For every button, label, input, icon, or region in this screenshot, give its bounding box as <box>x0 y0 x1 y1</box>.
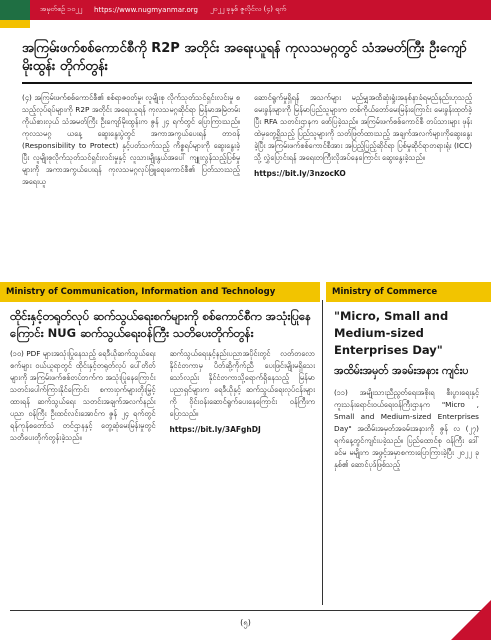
article-headline: အကြမ်းဖက်စစ်ကောင်စီကို R2P အတိုင်း အရေးယူရန် ကုလသမဂ္ဂတွင် သံအမတ်ကြီး ဦးကျော်မိုးထွန်း တိုက်တွန်း <box>22 41 467 74</box>
article-title-english: "Micro, Small and Medium-sized Enterprises Day" <box>334 309 449 357</box>
column-divider <box>322 300 323 605</box>
article-body <box>10 348 315 444</box>
article-r2p <box>22 40 472 188</box>
article-body: (၁၁) အမျိုးသားညီညွတ်ရေးအစိုးရ စီးပွားရေးနှင့်ကူးသန်းရောင်းဝယ်ရေးဝန်ကြီးဌာနက "Micro , Small and Medium-sized Enterprises Day" အထိမ်းအမှတ်အခမ်းအနားကို ဇွန် လ (၂၇) ရက်နေ့တွင်ကျင်းပခဲ့သည်။ ပြည်ထောင်စု ဝန်ကြီး ဒေါ်ခင်မ မမျိုးက အဖွင့်အမှာစကားပြောကြားခဲ့ပြီး ၂၀၂၂ ခုနှစ်၏ ဆောင်ပုဒ်ဖြစ်သည့် <box>334 388 479 469</box>
article-link[interactable]: https://bit.ly/3AFghDJ <box>169 425 261 434</box>
article-column-right-text: ဆောင်ရွက်မှုရှိရန် အသက်များ မည်မျှအထိဆုံးရှုံးအနစ်နာခံရမည်နည်းဟုသည့် မေးခွန်းများကို မြန်မာပြည်သူများက တစ်ကိုယ်တော်မေးမြန်းကြောင်း မေးခွန်းထုတ်ခဲ့ပြီး RFA သတင်းဌာနက ဖော်ပြခဲ့သည်။ အကြမ်းဖက်စစ်ကောင်စီ တပ်သားများ ဖုန်းထဲမှတွေ့ရှိသည့် ပြည်သူများကို သတ်ဖြတ်ထားသည့် အချက်အလက်များကိုဆွေးနွေးခဲ့ပြီး အကြမ်းဖက်စစ်ကောင်စီအား အပြည့်ပြည့်ဆိုင်ရာ ပြစ်မှုဆိုင်ရာတရားရုံး (ICC) သို့ လွှဲပြောင်းရန် အရေးတကြီးလိုအပ်နေကြောင်း ဆွေးနွေးခဲ့သည်။ <box>254 93 472 162</box>
issue-number: အမှတ်စဉ် ၁၀၂၂ <box>40 5 83 13</box>
article-column-left: (၁၀) PDF များအသုံးပြုနေသည့် ရေဒီယိုဆက်သွယ်ရေးစက်များ ဝယ်ယူရာတွင် ထိုင်းနှင့်တရုတ်လုပ် ပေါ်တိတ်များကို အကြမ်းဖက်စစ်တပ်ဘက်က အသုံးပြုနေကြောင်း သတင်းပေါက်ကြားနိုင်ကြောင်း စကားဝှက်များတိုးမြှင့်ထားရန် ဆက်သွယ်ရေး သတင်းအချက်အလက်နည်းပညာ ဝန်ကြီး ဦးထင်လင်းအောင်က ဇွန် ၂၄ ရက်တွင် ရန်ကုန်စတော်သံ တင်ဌာနနှင့် တွေ့ဆုံမေးမြန်းမှုတွင် သတိပေးတိုက်တွန်းခဲ့သည်။ <box>10 349 156 442</box>
footer-divider <box>10 610 481 611</box>
divider <box>22 82 472 84</box>
corner-decoration <box>451 600 491 640</box>
page-number: (၅) <box>240 618 251 627</box>
flag-emblem <box>0 0 30 28</box>
article-communications <box>10 308 315 444</box>
ministry-banner-commerce: Ministry of Commerce <box>326 282 491 302</box>
article-column-right-text: ဆက်သွယ်ရေးနှင့်နည်းပညာအပိုင်းတွင် လတ်တလော နိုင်ငံတကာမှ ပိတ်ဆို့ကိုက်ညီ ပေးဖြင်းမျိုးမရှိသေးသော်လည်း နိုင်ငံတကာသို့ရောက်ရှိနေသည့် မြန်မာပညာရှင်များက ရေဒီယိုနှင့် ဆက်သွယ်ရေးလုပ်ငန်းများကို ဝိုင်းဝန်းဆောင်ရွက်ပေးနေကြောင်း ဝန်ကြီးကပြောသည်။ <box>169 349 315 418</box>
article-headline: ထိုင်းနှင့်တရုတ်လုပ် ဆက်သွယ်ရေးစက်များကို စစ်ကောင်စီက အသုံးပြုနေကြောင်း NUG ဆက်သွယ်ရေးဝန်ကြီး သတိပေးတိုက်တွန်း <box>10 309 312 340</box>
website-link[interactable]: https://www.nugmyanmar.org <box>94 6 198 14</box>
article-msme-day <box>334 308 479 471</box>
article-column-right <box>254 92 472 188</box>
top-bar <box>0 0 491 20</box>
article-title-myanmar: အထိမ်းအမှတ် အခမ်းအနား ကျင်းပ <box>334 365 469 377</box>
ministry-banner-communication: Ministry of Communication, Information and Technology <box>0 282 320 302</box>
article-body <box>22 92 472 188</box>
article-link[interactable]: https://bit.ly/3nzocKO <box>254 169 346 178</box>
issue-date: ၂၀၂၂ ခုနှစ် ဇူလိုင်လ (၄) ရက် <box>209 5 287 13</box>
article-column-right <box>170 348 316 444</box>
article-column-left: (၄) အကြမ်းဖက်စစ်ကောင်စီ၏ စစ်ရာဇဝတ်မှု၊ လူမျိုးစု လိုက်သုတ်သင်ရှင်းလင်းမှု စသည့်လုပ်ရပ်များကို R2P အတိုင်း အရေးယူရန် ကုလသမဂ္ဂဆိုင်ရာ မြန်မာအမြဲတမ်း ကိုယ်စားလှယ် သံအမတ်ကြီး ဦးကျော်မိုးထွန်းက ဇွန် ၂၄ ရက်တွင် ပြောကြားသည်။ ကုလသမဂ္ဂ ယနေ့ ဆွေးနွေးပွဲတွင် အကာအကွယ်ပေးရန် တာဝန် (Responsibility to Protect) နှင့်ပတ်သက်သည့် ကိစ္စရပ်များကို ဆွေးနွေးခဲ့ပြီး လူမျိုးစုလိုက်သုတ်သင်ရှင်းလင်းမှုနှင့် လူသားမျိုးနွယ်အပေါ် ကျူးလွန်သည့်ပြစ်မှုများကို အကာအကွယ်ပေးရန် ကုလသမဂ္ဂလုပ်ဖြူရေးကောင်စီ၏ ပြတ်သားသည့် အရေးယူ <box>22 93 240 186</box>
